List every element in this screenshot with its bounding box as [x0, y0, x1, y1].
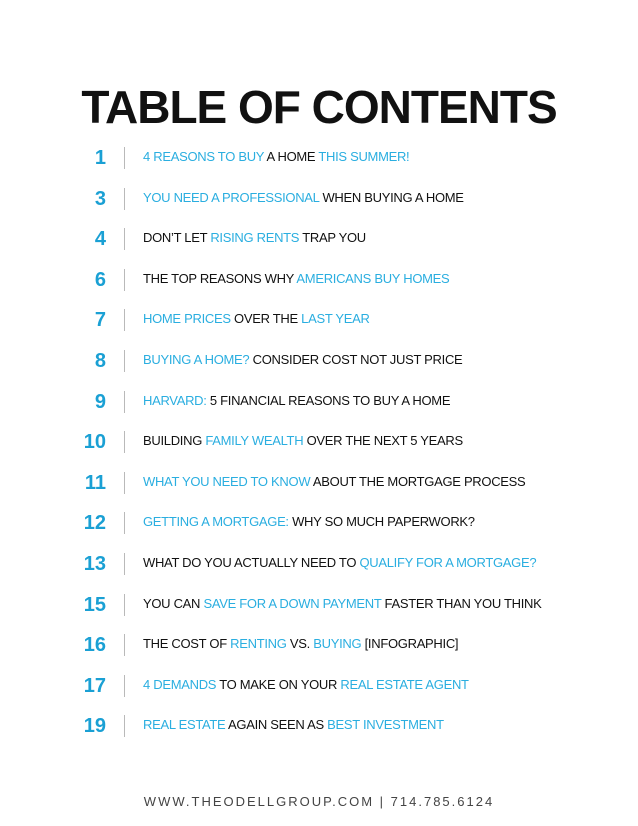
- toc-entry-title: [143, 148, 409, 166]
- toc-entry[interactable]: [0, 707, 638, 748]
- toc-title-segment: THE TOP REASONS WHY: [143, 270, 297, 286]
- toc-entry[interactable]: [0, 504, 638, 545]
- toc-page-number: 15: [83, 593, 106, 616]
- toc-entry-title: [143, 351, 462, 369]
- toc-title-segment: REAL ESTATE AGENT: [340, 676, 469, 692]
- toc-title-segment: THE COST OF: [143, 636, 231, 652]
- toc-page-number: 19: [83, 715, 106, 738]
- toc-divider: [124, 431, 125, 453]
- toc-title-segment: RENTING: [230, 636, 290, 652]
- toc-entry-title: [143, 513, 475, 531]
- toc-title-segment: BUYING A HOME?: [143, 351, 253, 367]
- toc-page-number: 8: [94, 349, 106, 372]
- toc-entry[interactable]: [0, 342, 638, 383]
- toc-title-segment: FASTER THAN YOU THINK: [384, 595, 542, 611]
- toc-entry[interactable]: [0, 464, 638, 505]
- toc-title-segment: FAMILY WEALTH: [205, 433, 307, 449]
- toc-title-segment: 4 DEMANDS: [143, 676, 220, 692]
- toc-divider: [124, 188, 125, 210]
- toc-title-segment: 4 REASONS TO BUY: [143, 149, 267, 164]
- toc-entry[interactable]: [0, 383, 638, 424]
- toc-title-segment: [INFOGRAPHIC]: [364, 636, 459, 652]
- toc-title-segment: LAST YEAR: [301, 311, 370, 327]
- toc-entry[interactable]: [0, 139, 638, 180]
- toc-title-segment: YOU CAN: [143, 595, 204, 611]
- toc-page-number: 13: [83, 552, 106, 575]
- toc-entry-title: [143, 595, 542, 613]
- toc-entry[interactable]: [0, 586, 638, 627]
- toc-entry-title: [143, 392, 450, 410]
- toc-title-segment: VS.: [289, 636, 314, 652]
- toc-divider: [124, 472, 125, 494]
- toc-entry-title: [143, 432, 463, 450]
- toc-title-segment: WHAT YOU NEED TO KNOW: [143, 473, 313, 489]
- toc-title-segment: YOU NEED A PROFESSIONAL: [143, 189, 323, 205]
- toc-divider: [124, 634, 125, 656]
- toc-divider: [124, 553, 125, 575]
- toc-title-segment: HOME PRICES: [143, 311, 235, 327]
- toc-title-segment: 5 FINANCIAL REASONS TO BUY A HOME: [209, 392, 451, 408]
- toc-title-segment: A HOME: [266, 149, 319, 164]
- toc-page-number: 17: [83, 674, 106, 697]
- toc-page-number: 7: [94, 309, 106, 332]
- toc-divider: [124, 675, 125, 697]
- toc-entry-title: [143, 716, 444, 734]
- toc-entry-title: [143, 635, 458, 653]
- toc-title-segment: TRAP YOU: [302, 230, 366, 246]
- table-of-contents-list: [0, 139, 638, 748]
- toc-divider: [124, 228, 125, 250]
- toc-title-segment: BUYING: [313, 636, 365, 652]
- toc-title-segment: TO MAKE ON YOUR: [219, 676, 341, 692]
- toc-entry[interactable]: [0, 667, 638, 708]
- toc-entry-title: [143, 310, 370, 328]
- toc-entry[interactable]: [0, 545, 638, 586]
- toc-title-segment: AMERICANS BUY HOMES: [296, 270, 450, 286]
- toc-divider: [124, 147, 125, 169]
- toc-entry[interactable]: [0, 626, 638, 667]
- toc-title-segment: QUALIFY FOR A MORTGAGE?: [359, 554, 537, 570]
- toc-entry-title: [143, 473, 525, 491]
- toc-title-segment: AGAIN SEEN AS: [228, 717, 328, 733]
- toc-page-number: 10: [83, 431, 106, 454]
- footer-contact: WWW.THEODELLGROUP.COM | 714.785.6124: [143, 794, 495, 809]
- toc-entry[interactable]: [0, 423, 638, 464]
- toc-page-number: 1: [94, 147, 106, 169]
- toc-page-number: 16: [83, 634, 106, 657]
- toc-title-segment: SAVE FOR A DOWN PAYMENT: [203, 595, 385, 611]
- toc-title-segment: WHY SO MUCH PAPERWORK?: [292, 514, 475, 530]
- toc-page-number: 12: [83, 512, 106, 535]
- toc-title-segment: DON’T LET: [143, 230, 211, 246]
- toc-title-segment: HARVARD:: [143, 392, 210, 408]
- toc-entry[interactable]: [0, 180, 638, 221]
- toc-divider: [124, 715, 125, 737]
- toc-entry-title: [143, 270, 449, 288]
- toc-title-segment: WHAT DO YOU ACTUALLY NEED TO: [143, 554, 360, 570]
- toc-divider: [124, 269, 125, 291]
- toc-title-segment: BEST INVESTMENT: [327, 717, 444, 733]
- toc-title-segment: ABOUT THE MORTGAGE PROCESS: [312, 473, 526, 489]
- toc-page-number: 6: [94, 268, 106, 291]
- toc-entry-title: [143, 229, 366, 247]
- toc-title-segment: THIS SUMMER!: [318, 149, 410, 164]
- toc-title-segment: GETTING A MORTGAGE:: [143, 514, 293, 530]
- page-title: TABLE OF CONTENTS: [81, 81, 557, 133]
- toc-divider: [124, 391, 125, 413]
- toc-divider: [124, 309, 125, 331]
- toc-entry[interactable]: [0, 261, 638, 302]
- toc-entry-title: [143, 554, 536, 572]
- toc-title-segment: CONSIDER COST NOT JUST PRICE: [252, 351, 463, 367]
- toc-title-segment: OVER THE: [234, 311, 302, 327]
- toc-entry-title: [143, 189, 464, 207]
- toc-entry[interactable]: [0, 220, 638, 261]
- toc-entry[interactable]: [0, 301, 638, 342]
- toc-divider: [124, 350, 125, 372]
- toc-divider: [124, 512, 125, 534]
- toc-page-number: 11: [84, 471, 106, 494]
- toc-title-segment: REAL ESTATE: [143, 717, 229, 733]
- toc-title-segment: WHEN BUYING A HOME: [322, 189, 464, 205]
- toc-title-segment: OVER THE NEXT 5 YEARS: [306, 433, 463, 449]
- toc-title-segment: RISING RENTS: [210, 230, 303, 246]
- toc-page-number: 3: [94, 187, 106, 210]
- toc-page-number: 9: [94, 390, 106, 413]
- toc-entry-title: [143, 676, 469, 694]
- toc-page-number: 4: [94, 228, 106, 251]
- toc-divider: [124, 594, 125, 616]
- toc-title-segment: BUILDING: [143, 433, 206, 449]
